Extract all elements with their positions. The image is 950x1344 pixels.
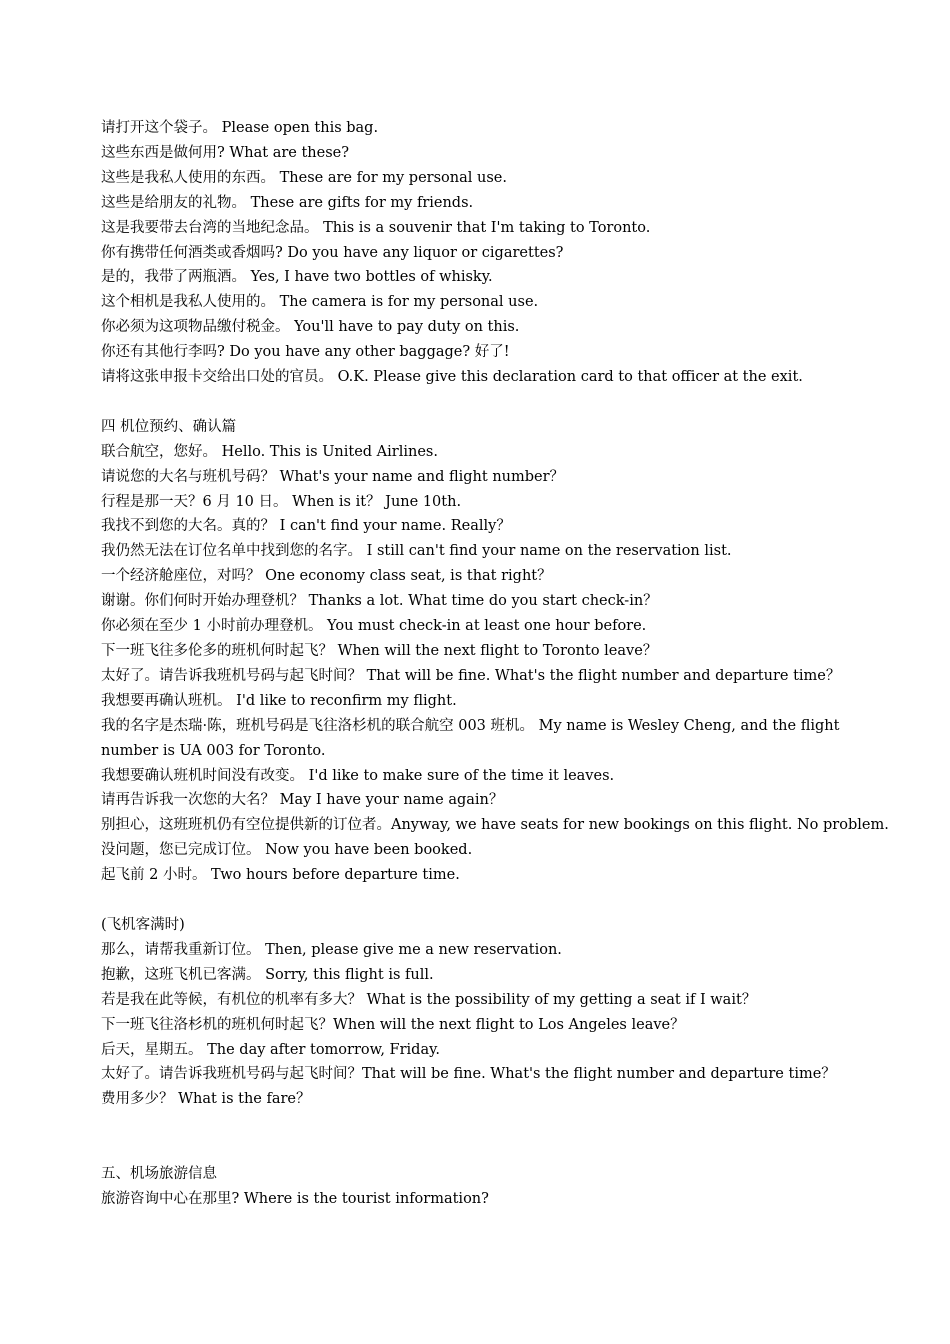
dialogue-line: 这个相机是我私人使用的。 The camera is for my personal use.: [101, 294, 539, 311]
dialogue-line: 我的名字是杰瑞·陈，班机号码是飞往洛杉机的联合航空 003 班机。 My name is Wesley Cheng, and the flight number is UA 003 for Toronto.: [101, 717, 840, 759]
dialogue-line: 后天，星期五。 The day after tomorrow, Friday.: [101, 1041, 440, 1058]
dialogue-line: 你还有其他行李吗? Do you have any other baggage? 好了!: [101, 344, 510, 361]
dialogue-line: 一个经济舱座位，对吗？ One economy class seat, is that right？: [101, 568, 552, 585]
reservation-section: [101, 415, 901, 1112]
dialogue-line: 下一班飞往洛杉机的班机何时起飞？When will the next flight to Los Angeles leave？: [101, 1016, 685, 1033]
dialogue-line: 谢谢。你们何时开始办理登机？ Thanks a lot. What time do you start check-in？: [101, 593, 658, 610]
dialogue-line: 我仍然无法在订位名单中找到您的名字。 I still can't find your name on the reservation list.: [101, 543, 732, 560]
dialogue-line: 我想要确认班机时间没有改变。 I'd like to make sure of the time it leaves.: [101, 767, 615, 784]
dialogue-line: 你有携带任何酒类或香烟吗? Do you have any liquor or cigarettes?: [101, 244, 564, 261]
dialogue-line: 这些东西是做何用? What are these?: [101, 144, 350, 161]
dialogue-line: 联合航空，您好。 Hello. This is United Airlines.: [101, 443, 438, 460]
dialogue-line: 别担心，这班班机仍有空位提供新的订位者。Anyway, we have seats for new bookings on this flight. No problem.: [101, 817, 889, 834]
dialogue-line: 这些是我私人使用的东西。 These are for my personal use.: [101, 169, 507, 186]
dialogue-line: 我找不到您的大名。真的？ I can't find your name. Really？: [101, 518, 511, 535]
dialogue-line: 你必须为这项物品缴付税金。 You'll have to pay duty on this.: [101, 319, 520, 336]
dialogue-line: 起飞前 2 小时。 Two hours before departure time.: [101, 867, 460, 884]
section-spacer: [101, 1112, 901, 1162]
dialogue-line: 这是我要带去台湾的当地纪念品。 This is a souvenir that I'm taking to Toronto.: [101, 219, 651, 236]
airport-info-section: [101, 1162, 901, 1212]
dialogue-line: 那么，请帮我重新订位。 Then, please give me a new reservation.: [101, 941, 562, 958]
section-heading: 四 机位预约、确认篇: [101, 418, 237, 435]
dialogue-line: 这些是给朋友的礼物。 These are gifts for my friends.: [101, 194, 474, 211]
dialogue-line: 请说您的大名与班机号码？ What's your name and flight number？: [101, 468, 565, 485]
dialogue-line: 没问题，您已完成订位。 Now you have been booked.: [101, 842, 473, 859]
section-spacer: [101, 888, 901, 913]
dialogue-line: 请打开这个袋子。 Please open this bag.: [101, 120, 379, 136]
section-heading: 五、机场旅游信息: [101, 1166, 217, 1183]
customs-dialogue: [101, 116, 901, 390]
dialogue-line: 行程是那一天？6 月 10 日。 When is it？ June 10th.: [101, 493, 462, 510]
dialogue-line: 若是我在此等候，有机位的机率有多大？ What is the possibility of my getting a seat if I wait？: [101, 991, 757, 1008]
dialogue-line: 下一班飞往多伦多的班机何时起飞？ When will the next flight to Toronto leave？: [101, 643, 658, 660]
dialogue-line: 我想要再确认班机。 I'd like to reconfirm my flight.: [101, 692, 457, 709]
dialogue-line: 是的，我带了两瓶酒。 Yes, I have two bottles of whisky.: [101, 269, 493, 286]
section-spacer: [101, 390, 901, 415]
dialogue-line: 抱歉，这班飞机已客满。 Sorry, this flight is full.: [101, 966, 434, 983]
dialogue-line: 旅游咨询中心在那里? Where is the tourist information?: [101, 1190, 489, 1207]
dialogue-line: 太好了。请告诉我班机号码与起飞时间？ That will be fine. What's the flight number and departure time？: [101, 667, 841, 684]
dialogue-line: 太好了。请告诉我班机号码与起飞时间？That will be fine. What's the flight number and departure time？: [101, 1066, 836, 1083]
dialogue-line: 费用多少？ What is the fare？: [101, 1091, 311, 1108]
dialogue-line: 请再告诉我一次您的大名？ May I have your name again？: [101, 792, 504, 809]
dialogue-line: 你必须在至少 1 小时前办理登机。 You must check-in at least one hour before.: [101, 618, 647, 635]
document-page: [101, 116, 901, 1212]
subsection-heading: (飞机客满时): [101, 916, 185, 933]
dialogue-line: 请将这张申报卡交给出口处的官员。 O.K. Please give this declaration card to that officer at the exit.: [101, 369, 803, 386]
